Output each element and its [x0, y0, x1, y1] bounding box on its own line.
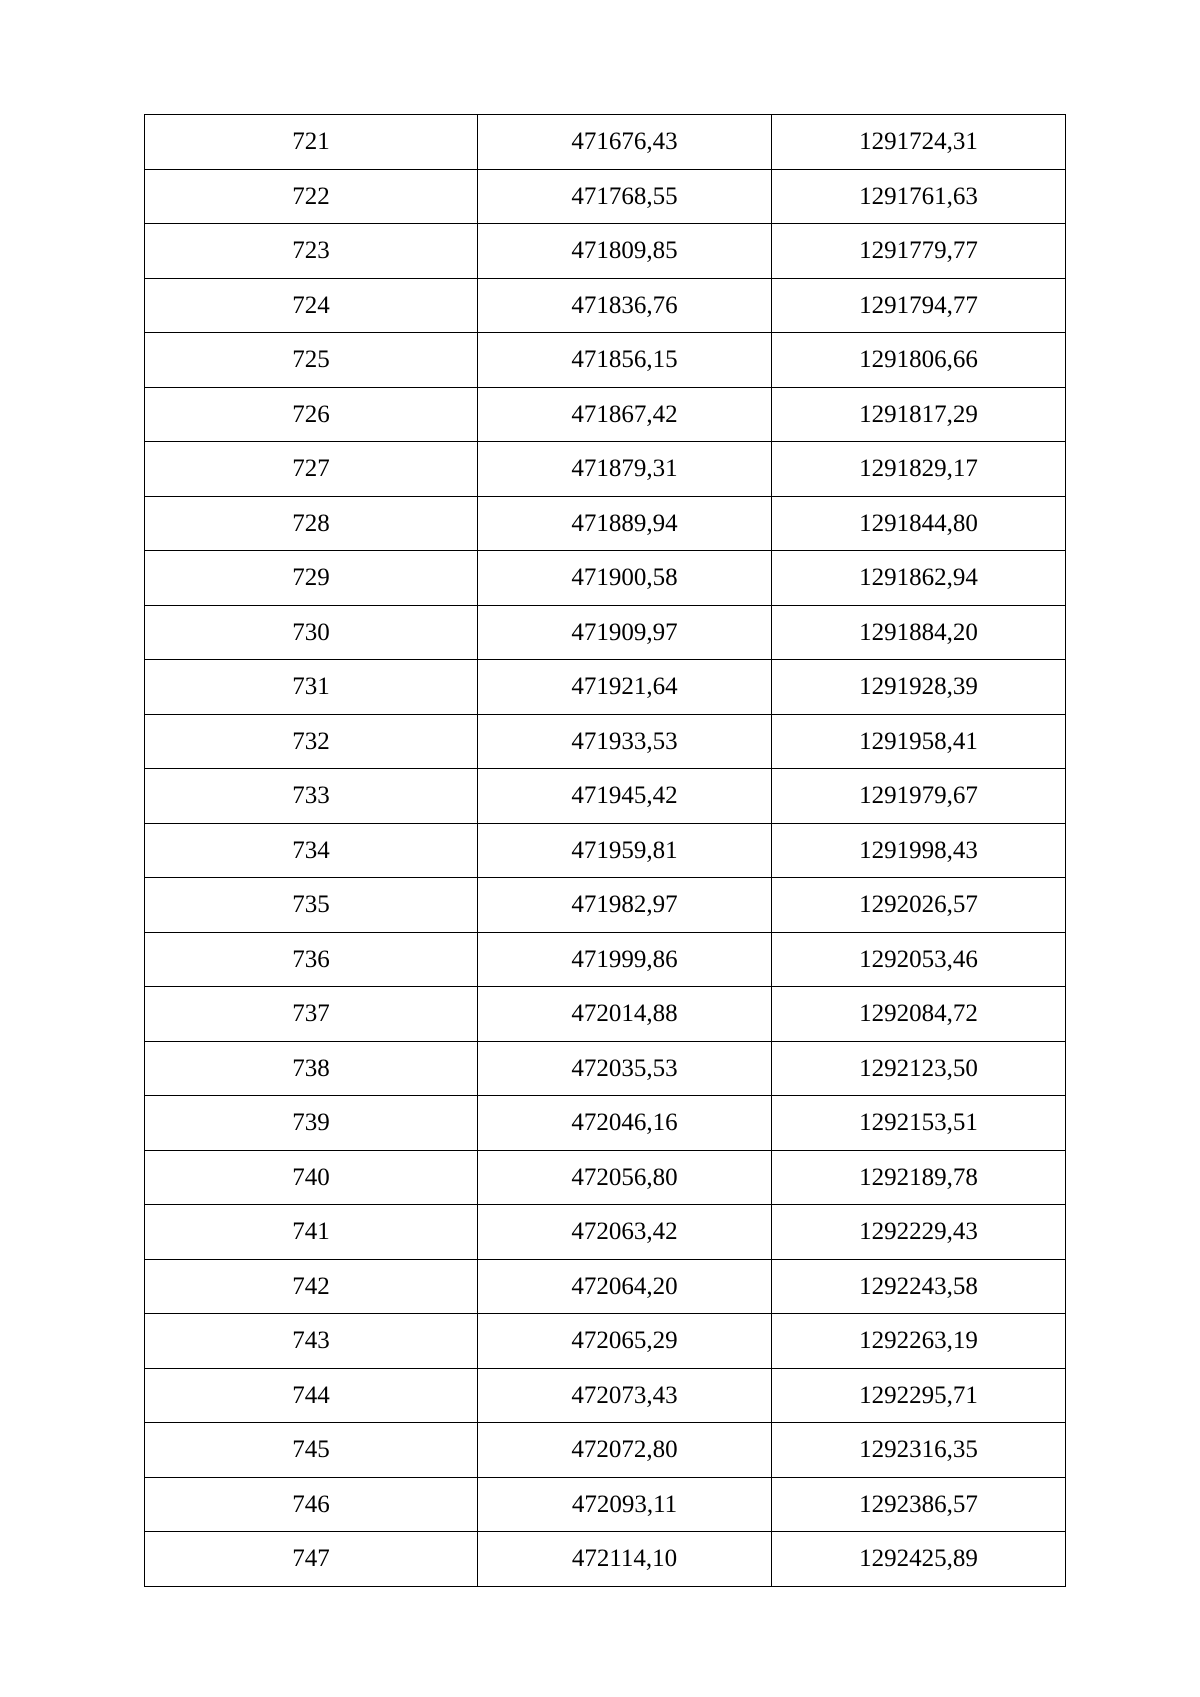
point-number-cell: 728 — [145, 496, 478, 551]
point-number-cell: 721 — [145, 115, 478, 170]
x-coordinate-cell: 471982,97 — [478, 878, 772, 933]
x-coordinate-cell: 471809,85 — [478, 224, 772, 279]
x-coordinate-cell: 471999,86 — [478, 932, 772, 987]
point-number-cell: 739 — [145, 1096, 478, 1151]
y-coordinate-cell: 1291979,67 — [772, 769, 1066, 824]
table-row — [145, 1314, 1066, 1369]
point-number-cell: 744 — [145, 1368, 478, 1423]
table-row — [145, 278, 1066, 333]
x-coordinate-cell: 471921,64 — [478, 660, 772, 715]
point-number-cell: 742 — [145, 1259, 478, 1314]
x-coordinate-cell: 471900,58 — [478, 551, 772, 606]
table-row — [145, 387, 1066, 442]
table-row — [145, 1096, 1066, 1151]
y-coordinate-cell: 1292316,35 — [772, 1423, 1066, 1478]
table-row — [145, 224, 1066, 279]
x-coordinate-cell: 471867,42 — [478, 387, 772, 442]
table-row — [145, 1477, 1066, 1532]
y-coordinate-cell: 1291761,63 — [772, 169, 1066, 224]
y-coordinate-cell: 1291844,80 — [772, 496, 1066, 551]
table-row — [145, 1368, 1066, 1423]
table-row — [145, 1532, 1066, 1587]
table-row — [145, 878, 1066, 933]
point-number-cell: 722 — [145, 169, 478, 224]
point-number-cell: 727 — [145, 442, 478, 497]
point-number-cell: 733 — [145, 769, 478, 824]
y-coordinate-cell: 1291829,17 — [772, 442, 1066, 497]
table-row — [145, 1041, 1066, 1096]
x-coordinate-cell: 472063,42 — [478, 1205, 772, 1260]
y-coordinate-cell: 1291958,41 — [772, 714, 1066, 769]
y-coordinate-cell: 1292084,72 — [772, 987, 1066, 1042]
table-row — [145, 714, 1066, 769]
table-row — [145, 1259, 1066, 1314]
x-coordinate-cell: 472065,29 — [478, 1314, 772, 1369]
table-row — [145, 605, 1066, 660]
table-row — [145, 932, 1066, 987]
y-coordinate-cell: 1291928,39 — [772, 660, 1066, 715]
x-coordinate-cell: 471879,31 — [478, 442, 772, 497]
x-coordinate-cell: 471909,97 — [478, 605, 772, 660]
table-row — [145, 987, 1066, 1042]
x-coordinate-cell: 472072,80 — [478, 1423, 772, 1478]
point-number-cell: 736 — [145, 932, 478, 987]
y-coordinate-cell: 1292229,43 — [772, 1205, 1066, 1260]
point-number-cell: 732 — [145, 714, 478, 769]
table-row — [145, 823, 1066, 878]
x-coordinate-cell: 471959,81 — [478, 823, 772, 878]
x-coordinate-cell: 472064,20 — [478, 1259, 772, 1314]
coordinates-table-body — [145, 115, 1066, 1587]
point-number-cell: 743 — [145, 1314, 478, 1369]
y-coordinate-cell: 1292243,58 — [772, 1259, 1066, 1314]
x-coordinate-cell: 471933,53 — [478, 714, 772, 769]
point-number-cell: 731 — [145, 660, 478, 715]
point-number-cell: 746 — [145, 1477, 478, 1532]
point-number-cell: 726 — [145, 387, 478, 442]
table-row — [145, 1423, 1066, 1478]
x-coordinate-cell: 472056,80 — [478, 1150, 772, 1205]
y-coordinate-cell: 1292263,19 — [772, 1314, 1066, 1369]
y-coordinate-cell: 1291862,94 — [772, 551, 1066, 606]
y-coordinate-cell: 1291817,29 — [772, 387, 1066, 442]
table-row — [145, 442, 1066, 497]
table-row — [145, 769, 1066, 824]
point-number-cell: 740 — [145, 1150, 478, 1205]
x-coordinate-cell: 471676,43 — [478, 115, 772, 170]
point-number-cell: 730 — [145, 605, 478, 660]
table-row — [145, 169, 1066, 224]
table-row — [145, 1150, 1066, 1205]
x-coordinate-cell: 472093,11 — [478, 1477, 772, 1532]
y-coordinate-cell: 1292053,46 — [772, 932, 1066, 987]
x-coordinate-cell: 471768,55 — [478, 169, 772, 224]
y-coordinate-cell: 1292123,50 — [772, 1041, 1066, 1096]
point-number-cell: 724 — [145, 278, 478, 333]
table-row — [145, 115, 1066, 170]
x-coordinate-cell: 472035,53 — [478, 1041, 772, 1096]
point-number-cell: 737 — [145, 987, 478, 1042]
x-coordinate-cell: 472114,10 — [478, 1532, 772, 1587]
y-coordinate-cell: 1292026,57 — [772, 878, 1066, 933]
point-number-cell: 738 — [145, 1041, 478, 1096]
y-coordinate-cell: 1292189,78 — [772, 1150, 1066, 1205]
table-row — [145, 660, 1066, 715]
y-coordinate-cell: 1291806,66 — [772, 333, 1066, 388]
x-coordinate-cell: 472014,88 — [478, 987, 772, 1042]
x-coordinate-cell: 471836,76 — [478, 278, 772, 333]
y-coordinate-cell: 1292425,89 — [772, 1532, 1066, 1587]
y-coordinate-cell: 1291998,43 — [772, 823, 1066, 878]
y-coordinate-cell: 1292295,71 — [772, 1368, 1066, 1423]
point-number-cell: 723 — [145, 224, 478, 279]
point-number-cell: 745 — [145, 1423, 478, 1478]
y-coordinate-cell: 1291779,77 — [772, 224, 1066, 279]
point-number-cell: 729 — [145, 551, 478, 606]
y-coordinate-cell: 1292386,57 — [772, 1477, 1066, 1532]
x-coordinate-cell: 471889,94 — [478, 496, 772, 551]
table-row — [145, 1205, 1066, 1260]
point-number-cell: 735 — [145, 878, 478, 933]
table-row — [145, 496, 1066, 551]
table-row — [145, 333, 1066, 388]
point-number-cell: 741 — [145, 1205, 478, 1260]
point-number-cell: 725 — [145, 333, 478, 388]
y-coordinate-cell: 1291884,20 — [772, 605, 1066, 660]
x-coordinate-cell: 472046,16 — [478, 1096, 772, 1151]
x-coordinate-cell: 471856,15 — [478, 333, 772, 388]
point-number-cell: 747 — [145, 1532, 478, 1587]
x-coordinate-cell: 472073,43 — [478, 1368, 772, 1423]
y-coordinate-cell: 1292153,51 — [772, 1096, 1066, 1151]
point-number-cell: 734 — [145, 823, 478, 878]
y-coordinate-cell: 1291794,77 — [772, 278, 1066, 333]
table-row — [145, 551, 1066, 606]
y-coordinate-cell: 1291724,31 — [772, 115, 1066, 170]
x-coordinate-cell: 471945,42 — [478, 769, 772, 824]
coordinates-table — [144, 114, 1066, 1587]
